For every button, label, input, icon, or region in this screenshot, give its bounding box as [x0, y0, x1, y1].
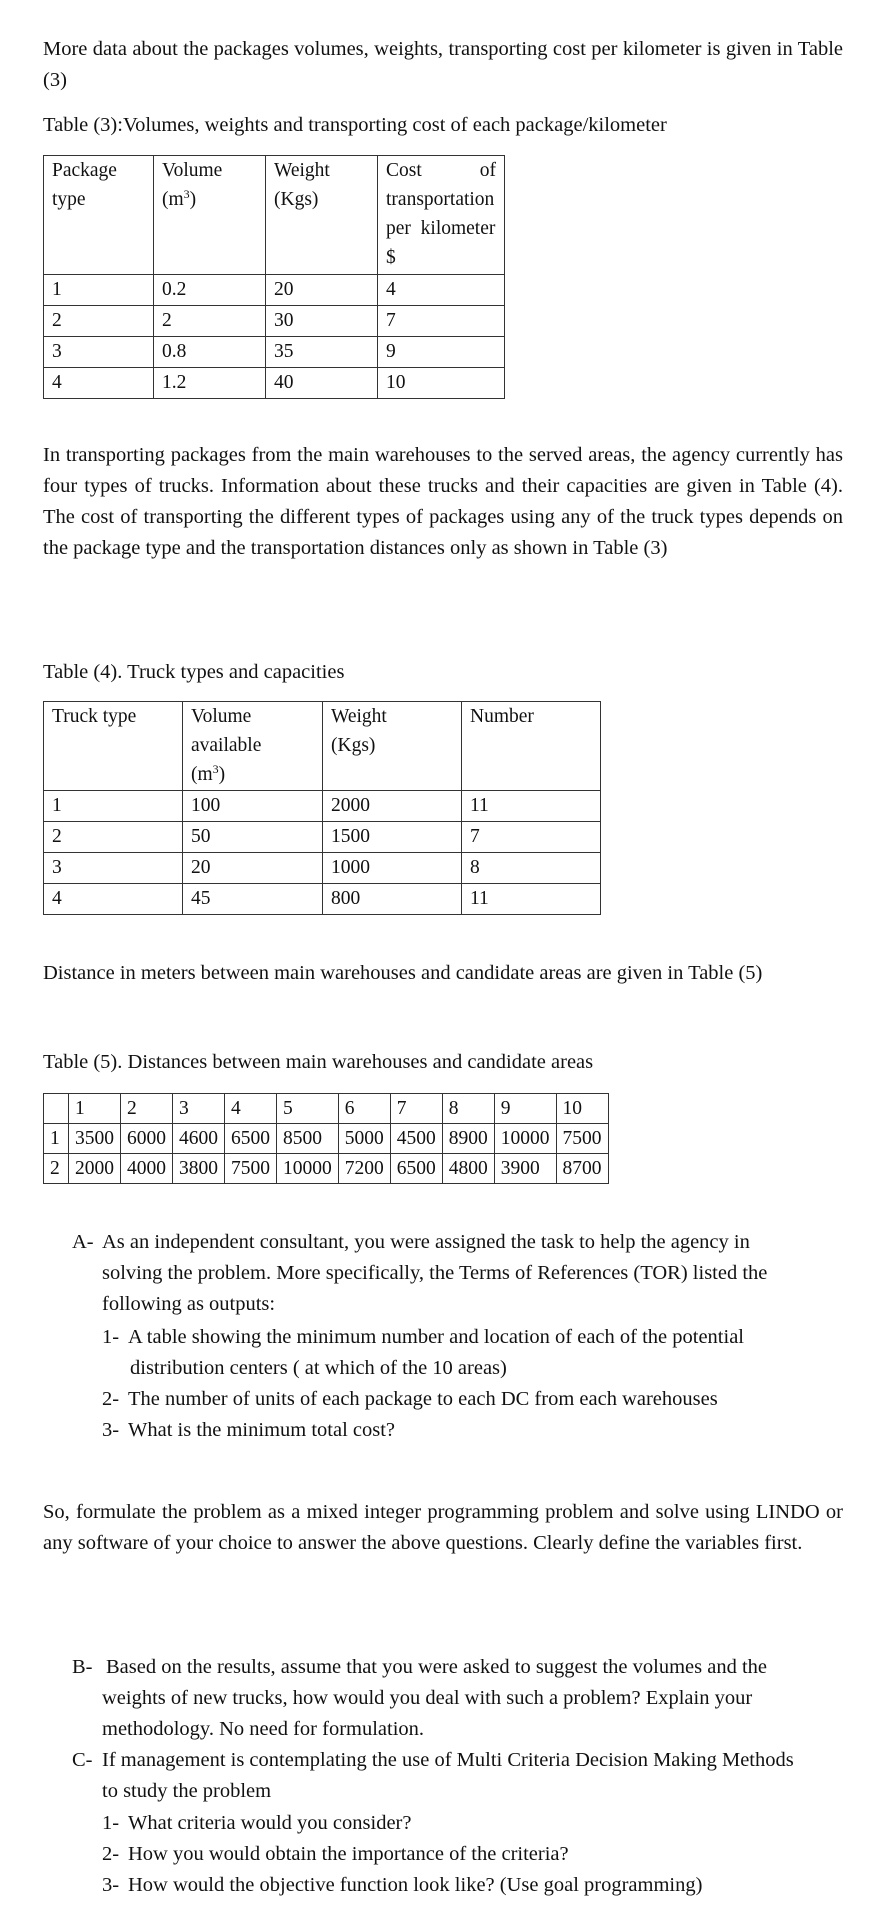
section-a-line: As an independent consultant, you were assigned the task to help the agency in	[102, 1231, 750, 1253]
table-cell: 3900	[494, 1154, 556, 1184]
table3-header-package-type	[44, 156, 154, 275]
table-cell: 6500	[390, 1154, 442, 1184]
section-b-line: weights of new trucks, how would you deal with such a problem? Explain your	[102, 1687, 753, 1709]
table5-caption: Table (5). Distances between main warehouses and candidate areas	[43, 1051, 594, 1073]
header-text: (m	[191, 764, 213, 785]
table-cell: 2	[154, 306, 266, 337]
header-text: Number	[470, 706, 534, 727]
header-text: $	[386, 247, 396, 268]
header-text	[386, 156, 496, 185]
header-text: Package	[52, 160, 117, 181]
header-text: per kilometer	[386, 218, 496, 239]
table-cell: 2	[44, 306, 154, 337]
header-text	[191, 760, 314, 789]
section-a-line: solving the problem. More specifically, the Terms of References (TOR) listed the	[102, 1262, 768, 1284]
table-cell: 20	[266, 275, 378, 306]
header-text: Truck type	[52, 706, 137, 727]
table-cell: 4500	[390, 1124, 442, 1154]
table-cell: 30	[266, 306, 378, 337]
table-cell: 7	[378, 306, 505, 337]
header-text: Weight	[274, 160, 330, 181]
section-c-item-number: 2-	[102, 1843, 120, 1865]
table-cell: 50	[183, 822, 323, 853]
table-cell: 9	[494, 1094, 556, 1124]
table4-header-row	[44, 702, 601, 791]
table-cell: 8700	[556, 1154, 608, 1184]
table-cell: 8500	[277, 1124, 339, 1154]
table-cell: 4800	[442, 1154, 494, 1184]
table3-header-cost	[378, 156, 505, 275]
table3-header-weight	[266, 156, 378, 275]
table4	[43, 701, 601, 915]
table-cell: 7500	[225, 1154, 277, 1184]
table-cell: 4	[378, 275, 505, 306]
table-cell: 6500	[225, 1124, 277, 1154]
header-text: of	[479, 160, 496, 181]
section-c-line: If management is contemplating the use of Multi Criteria Decision Making Methods	[102, 1749, 794, 1771]
table-cell	[44, 1094, 69, 1124]
table4-caption: Table (4). Truck types and capacities	[43, 661, 345, 683]
table-cell: 2	[44, 822, 183, 853]
table-cell: 20	[183, 853, 323, 884]
section-c-lead: C-	[72, 1749, 93, 1771]
table-cell: 2000	[69, 1154, 121, 1184]
table-cell: 35	[266, 337, 378, 368]
intro-paragraph: More data about the packages volumes, weights, transporting cost per kilometer is given in Table (3)	[43, 38, 843, 91]
table-cell: 1	[69, 1094, 121, 1124]
header-text: Volume	[162, 160, 223, 181]
header-text: Cost	[386, 160, 422, 181]
table3-header-row	[44, 156, 505, 275]
table-cell: 4	[44, 368, 154, 399]
section-b-lead: B-	[72, 1656, 93, 1678]
table-cell: 7500	[556, 1124, 608, 1154]
header-text	[162, 185, 257, 214]
section-c-item-text: What criteria would you consider?	[128, 1812, 412, 1834]
section-a-item-text: A table showing the minimum number and location of each of the potential	[128, 1326, 744, 1348]
table-cell: 4	[44, 884, 183, 915]
table4-header-number	[462, 702, 601, 791]
header-text: Weight	[331, 706, 387, 727]
table-cell: 100	[183, 791, 323, 822]
header-text: transportation	[386, 189, 495, 210]
header-text: )	[218, 764, 226, 785]
table4-row	[44, 822, 601, 853]
section-a-item-text: The number of units of each package to each DC from each warehouses	[128, 1388, 718, 1410]
table-cell: 6000	[121, 1124, 173, 1154]
table-cell: 2	[121, 1094, 173, 1124]
section-c-item-number: 3-	[102, 1874, 120, 1896]
table-cell: 10	[556, 1094, 608, 1124]
table-cell: 4	[225, 1094, 277, 1124]
table-cell: 3800	[173, 1154, 225, 1184]
table4-header-truck-type	[44, 702, 183, 791]
table-cell: 1	[44, 1124, 69, 1154]
table4-row	[44, 853, 601, 884]
table-cell: 5000	[338, 1124, 390, 1154]
section-c-item-text: How you would obtain the importance of the criteria?	[128, 1843, 569, 1865]
table3-header-volume	[154, 156, 266, 275]
table3-row	[44, 368, 505, 399]
table3-row	[44, 337, 505, 368]
table4-row	[44, 791, 601, 822]
distance-paragraph: Distance in meters between main warehouses and candidate areas are given in Table (5)	[43, 962, 763, 984]
trucks-paragraph: In transporting packages from the main warehouses to the served areas, the agency currently has four types of trucks. Information about these trucks and their capacities are given in Table (4). The cost of transporting the different types of packages using any of the truck types depends on the package type and the transportation distances only as shown in Table (3)	[43, 444, 843, 559]
table-cell: 1500	[323, 822, 462, 853]
section-a-item-number: 2-	[102, 1388, 120, 1410]
table-cell: 2	[44, 1154, 69, 1184]
table-cell: 1	[44, 791, 183, 822]
table3-row	[44, 275, 505, 306]
section-a-item-number: 1-	[102, 1326, 120, 1348]
section-c-item-text: How would the objective function look like? (Use goal programming)	[128, 1874, 703, 1896]
table-cell: 9	[378, 337, 505, 368]
table-cell: 40	[266, 368, 378, 399]
table4-header-weight	[323, 702, 462, 791]
table-cell: 1.2	[154, 368, 266, 399]
table-cell: 7200	[338, 1154, 390, 1184]
header-text: type	[52, 189, 86, 210]
table5	[43, 1093, 609, 1184]
table-cell: 6	[338, 1094, 390, 1124]
table5-row	[44, 1154, 609, 1184]
superscript: 3	[183, 187, 190, 201]
table3	[43, 155, 505, 399]
superscript: 3	[212, 762, 219, 776]
table-cell: 8	[442, 1094, 494, 1124]
table-cell: 7	[390, 1094, 442, 1124]
section-a-line: following as outputs:	[102, 1293, 276, 1315]
section-b-line: methodology. No need for formulation.	[102, 1718, 425, 1740]
table-cell: 2000	[323, 791, 462, 822]
table4-header-volume	[183, 702, 323, 791]
header-text: available	[191, 735, 262, 756]
table3-caption: Table (3):Volumes, weights and transporting cost of each package/kilometer	[43, 114, 667, 136]
section-a-lead: A-	[72, 1231, 94, 1253]
section-b-line: Based on the results, assume that you were asked to suggest the volumes and the	[106, 1656, 767, 1678]
table-cell: 10	[378, 368, 505, 399]
section-c-item-number: 1-	[102, 1812, 120, 1834]
table-cell: 0.2	[154, 275, 266, 306]
section-c-line: to study the problem	[102, 1780, 272, 1802]
table-cell: 7	[462, 822, 601, 853]
table-cell: 4600	[173, 1124, 225, 1154]
table-cell: 1000	[323, 853, 462, 884]
header-text: Volume	[191, 706, 252, 727]
section-a-item-text: distribution centers ( at which of the 10 areas)	[130, 1357, 507, 1379]
section-a-item-number: 3-	[102, 1419, 120, 1441]
table3-row	[44, 306, 505, 337]
header-text: )	[189, 189, 197, 210]
table-cell: 3	[44, 853, 183, 884]
table-cell: 3500	[69, 1124, 121, 1154]
formulate-paragraph: So, formulate the problem as a mixed integer programming problem and solve using LINDO or any software of your choice to answer the above questions. Clearly define the variables first.	[43, 1501, 843, 1554]
table-cell: 800	[323, 884, 462, 915]
table-cell: 10000	[494, 1124, 556, 1154]
table-cell: 8900	[442, 1124, 494, 1154]
table-cell: 10000	[277, 1154, 339, 1184]
table-cell: 5	[277, 1094, 339, 1124]
table-cell: 11	[462, 791, 601, 822]
table-cell: 3	[44, 337, 154, 368]
table-cell: 8	[462, 853, 601, 884]
table4-row	[44, 884, 601, 915]
table-cell: 45	[183, 884, 323, 915]
table-cell: 3	[173, 1094, 225, 1124]
table-cell: 0.8	[154, 337, 266, 368]
header-text: (m	[162, 189, 184, 210]
table5-row	[44, 1124, 609, 1154]
header-text: (Kgs)	[274, 189, 319, 210]
header-text: (Kgs)	[331, 735, 376, 756]
table-cell: 4000	[121, 1154, 173, 1184]
section-a-item-text: What is the minimum total cost?	[128, 1419, 396, 1441]
table-cell: 11	[462, 884, 601, 915]
table5-header-row	[44, 1094, 609, 1124]
table-cell: 1	[44, 275, 154, 306]
